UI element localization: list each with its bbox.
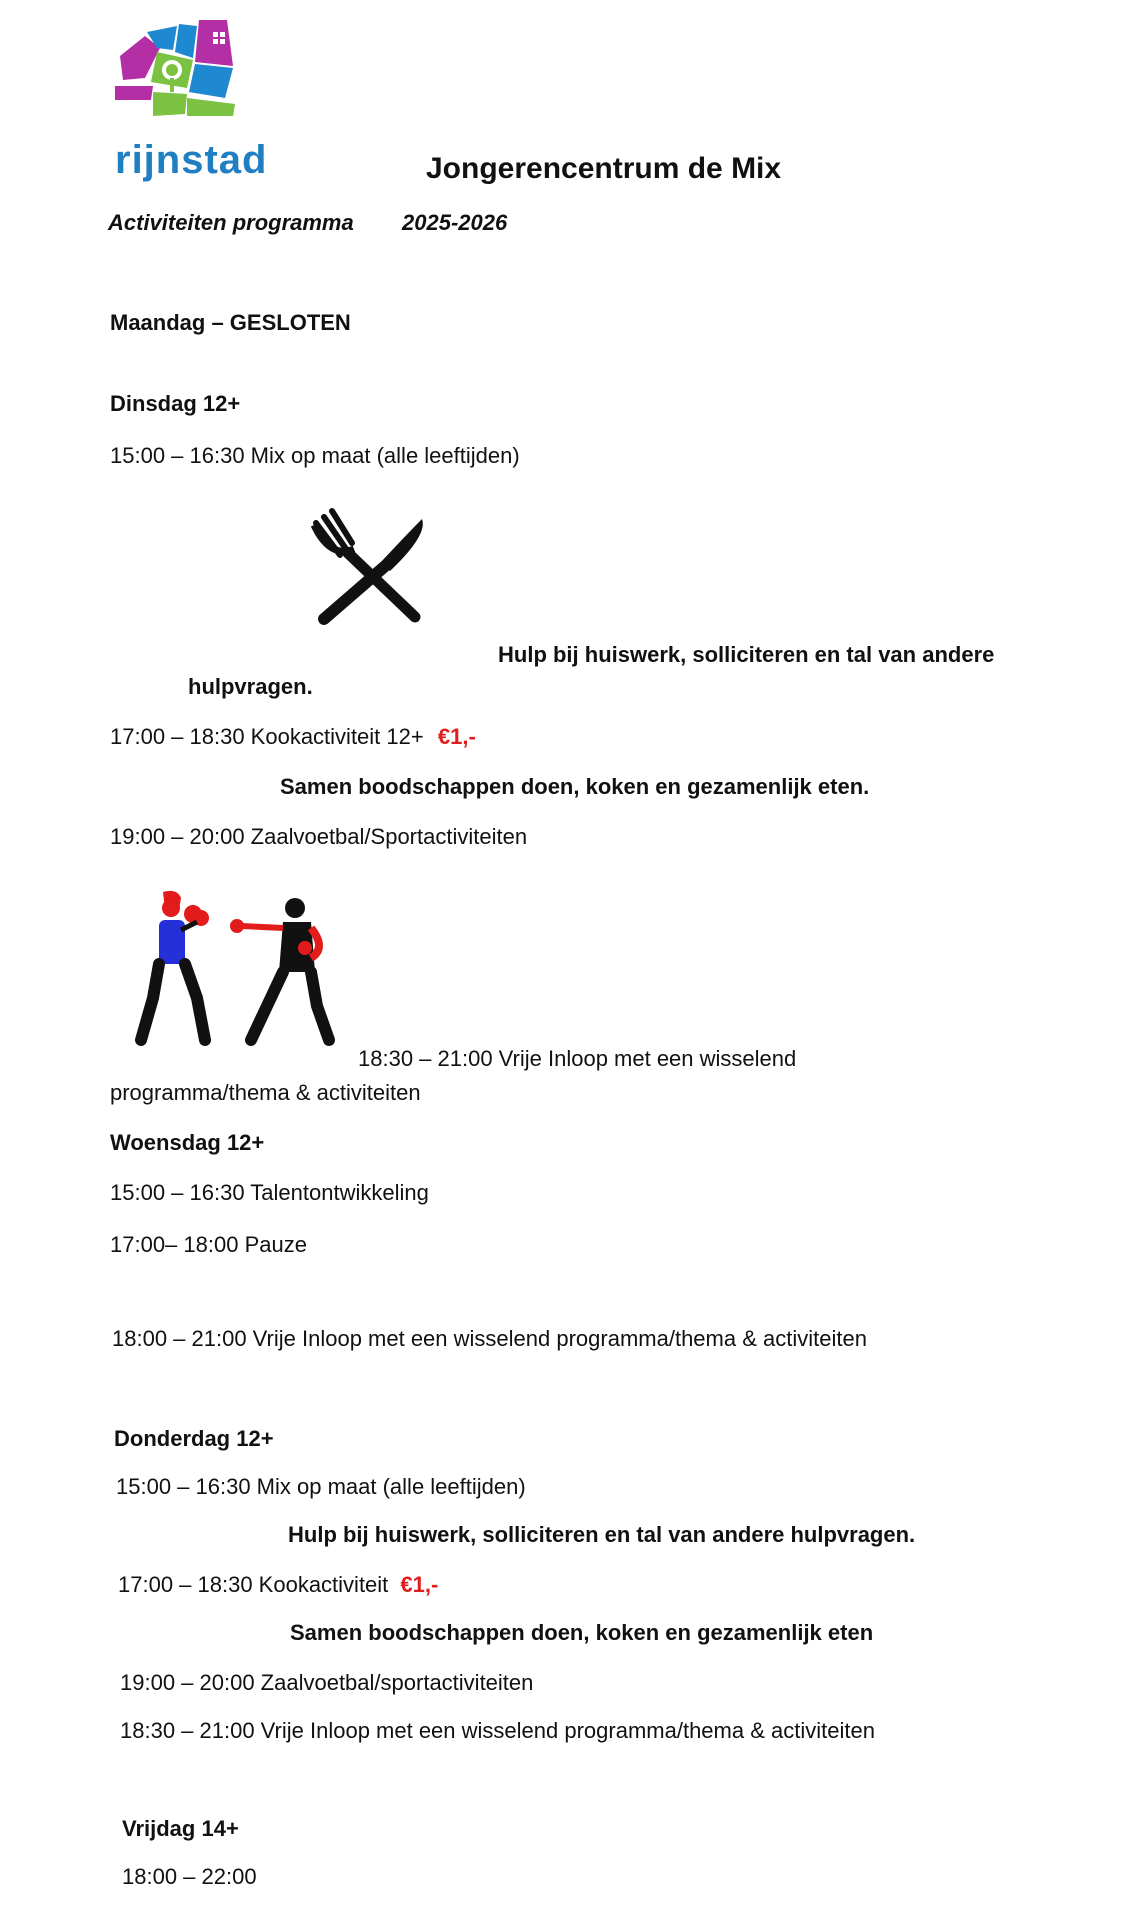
tuesday-cook-note: Samen boodschappen doen, koken en gezamenlijk eten. — [280, 774, 870, 799]
logo-text: rijnstad — [115, 138, 268, 182]
thursday-item-1: 15:00 – 16:30 Mix op maat (alle leeftijden) — [116, 1474, 526, 1499]
tuesday-help-line-2: hulpvragen. — [188, 674, 313, 699]
tuesday-item-4-line-2: programma/thema & activiteiten — [110, 1080, 421, 1105]
tuesday-heading: Dinsdag 12+ — [110, 391, 241, 416]
program-subtitle: Activiteiten programma — [108, 210, 354, 235]
program-year: 2025-2026 — [402, 210, 508, 235]
wednesday-item-1: 15:00 – 16:30 Talentontwikkeling — [110, 1180, 429, 1205]
wednesday-item-3: 18:00 – 21:00 Vrije Inloop met een wisselend programma/thema & activiteiten — [112, 1326, 867, 1351]
thursday-item-2-price: €1,- — [400, 1572, 439, 1597]
thursday-item-2 — [118, 1572, 438, 1598]
thursday-item-3: 19:00 – 20:00 Zaalvoetbal/sportactiviteiten — [120, 1670, 534, 1695]
tuesday-item-2-price: €1,- — [437, 724, 476, 749]
wednesday-heading: Woensdag 12+ — [110, 1130, 265, 1155]
tuesday-item-4-line-1: 18:30 – 21:00 Vrije Inloop met een wisselend — [358, 1046, 797, 1071]
monday-heading: Maandag – GESLOTEN — [110, 310, 351, 335]
tuesday-help-line-1: Hulp bij huiswerk, solliciteren en tal van andere — [498, 642, 995, 667]
boxing-illustration — [135, 888, 335, 1048]
tuesday-item-2-text: 17:00 – 18:30 Kookactiviteit 12+ — [110, 724, 424, 749]
tuesday-item-1: 15:00 – 16:30 Mix op maat (alle leeftijden) — [110, 443, 520, 468]
wednesday-item-2: 17:00– 18:00 Pauze — [110, 1232, 307, 1257]
friday-item-1: 18:00 – 22:00 — [122, 1864, 257, 1889]
fork-knife-icon — [310, 515, 430, 625]
thursday-cook-note: Samen boodschappen doen, koken en gezamenlijk eten — [290, 1620, 874, 1645]
page-title: Jongerencentrum de Mix — [426, 152, 782, 185]
thursday-help-note: Hulp bij huiswerk, solliciteren en tal van andere hulpvragen. — [288, 1522, 916, 1547]
thursday-item-4: 18:30 – 21:00 Vrije Inloop met een wisselend programma/thema & activiteiten — [120, 1718, 875, 1743]
friday-heading: Vrijdag 14+ — [122, 1816, 239, 1841]
rijnstad-logo-graphic — [115, 18, 245, 128]
tuesday-item-3: 19:00 – 20:00 Zaalvoetbal/Sportactiviteiten — [110, 824, 528, 849]
thursday-heading: Donderdag 12+ — [114, 1426, 274, 1451]
tuesday-item-2 — [110, 724, 476, 750]
thursday-item-2-text: 17:00 – 18:30 Kookactiviteit — [118, 1572, 389, 1597]
